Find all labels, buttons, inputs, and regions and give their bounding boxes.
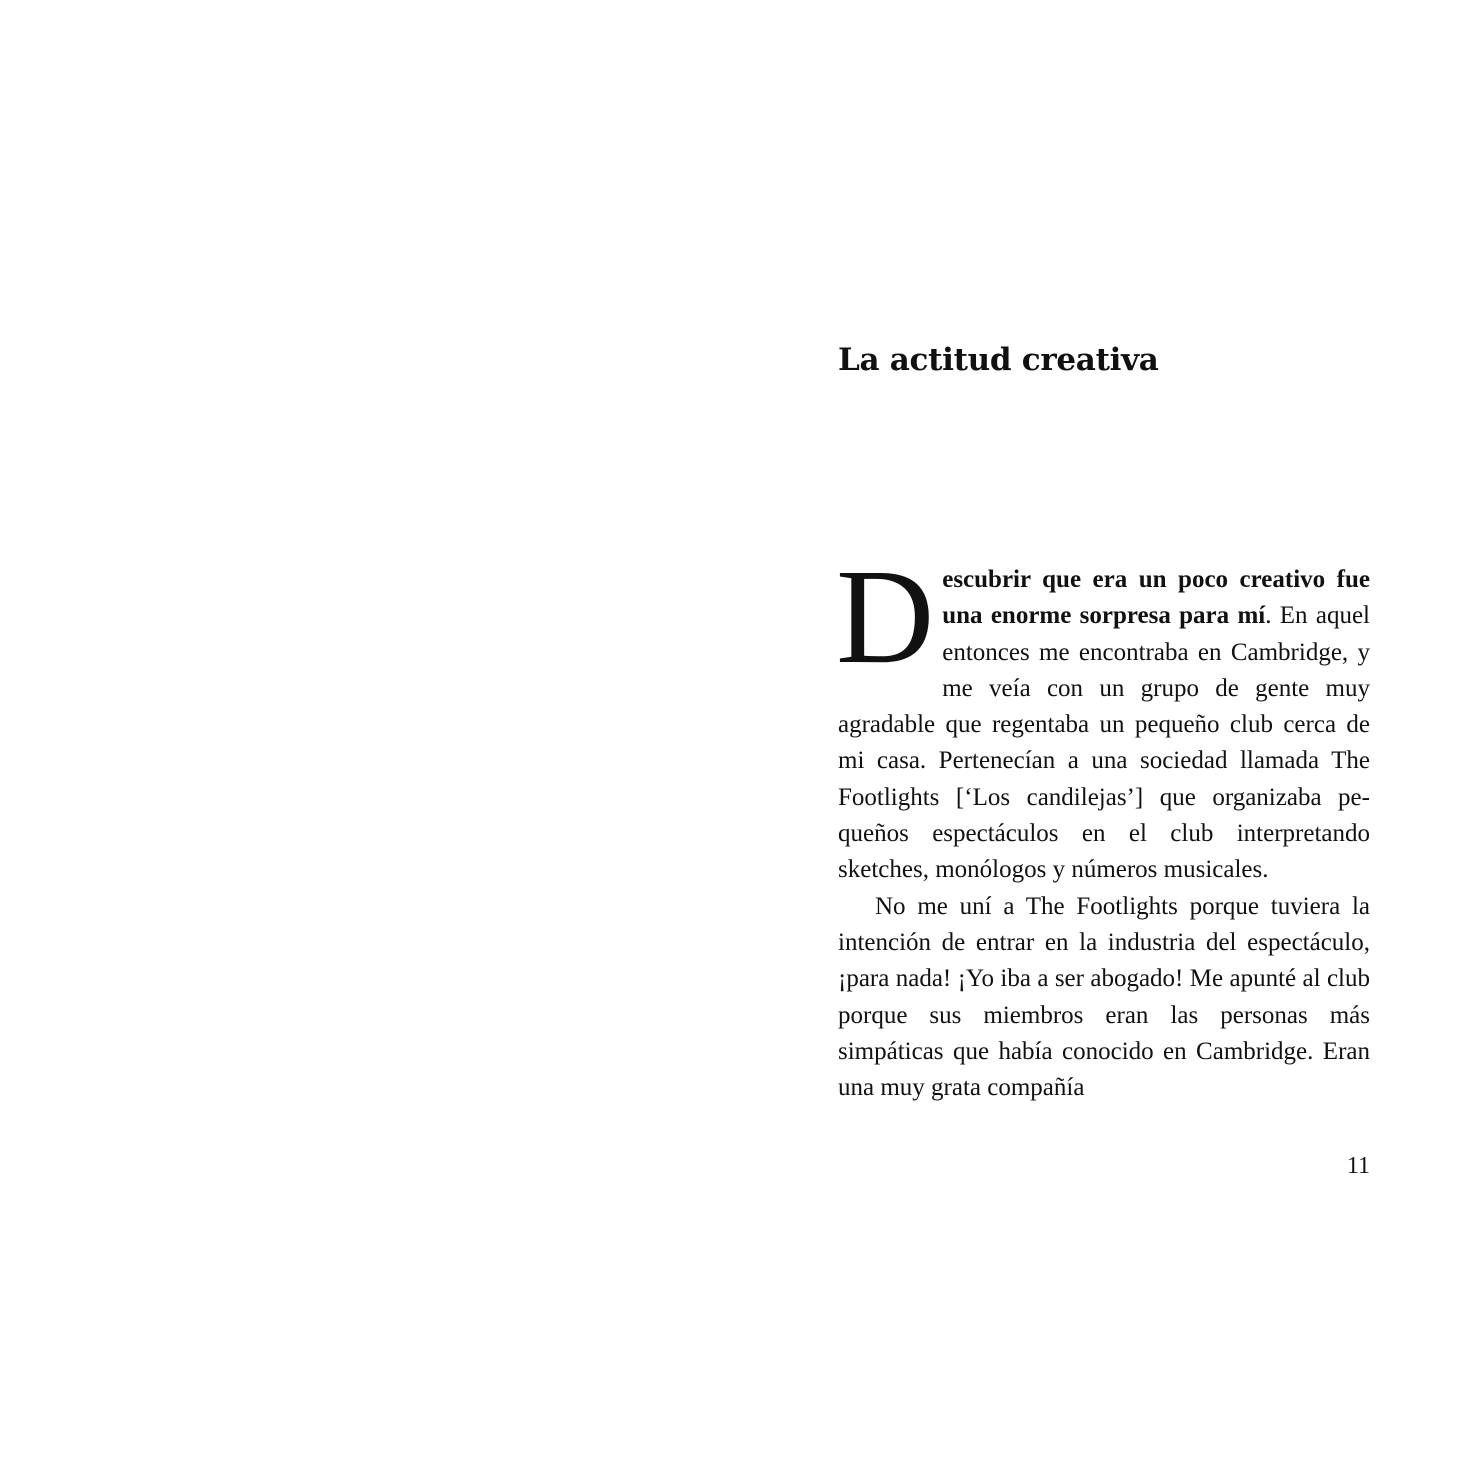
- body-text: [836, 542, 1370, 1106]
- paragraph-1-text: . En aquel entonces me encontraba en Cambridge, y me veía con un grupo de gente muy agradable que regentaba un pequeño club cerca de mi casa. Pertenecían a una sociedad llamada The Footlights [‘Los candilejas’] que organizaba pequeños espectáculos en el club interpretando sketches, monólogos y números musicales.: [838, 602, 1370, 884]
- paragraph-1: [836, 542, 1370, 889]
- chapter-title: La actitud creativa: [838, 342, 1159, 378]
- page-number: 11: [1346, 1153, 1370, 1179]
- lead-in-text: escubrir que era un poco creativo fue una enorme sorpresa para mí: [942, 566, 1370, 630]
- drop-cap: D: [836, 542, 935, 692]
- paragraph-2: No me uní a The Footlights porque tuviera la intención de entrar en la industria del espectáculo, ¡para nada! ¡Yo iba a ser abogado! Me apunté al club porque sus miembros eran las personas más simpáticas que había conocido en Cambridge. Eran una muy grata compañía: [838, 892, 1370, 1102]
